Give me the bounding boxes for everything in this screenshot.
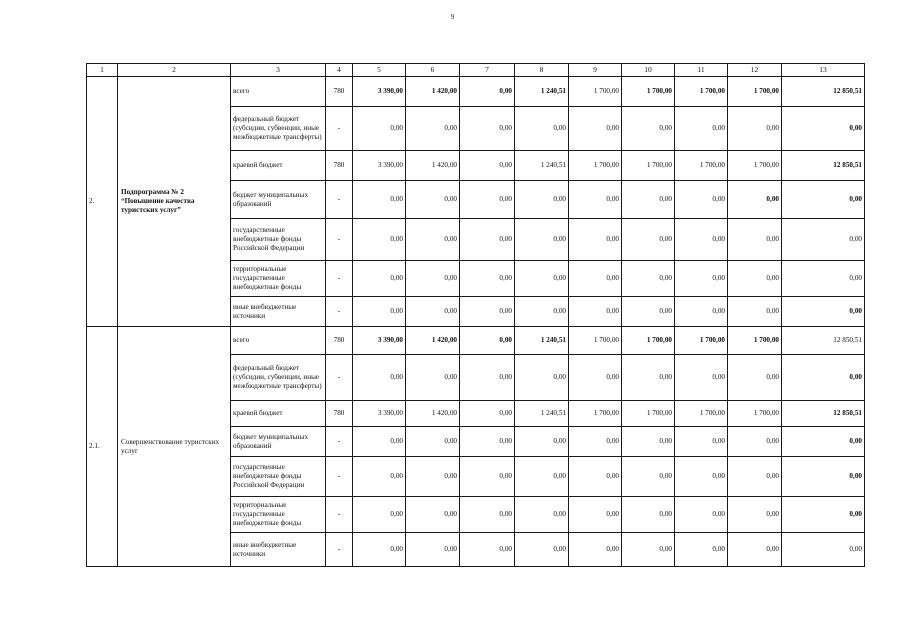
column-header: 7 — [460, 64, 515, 77]
funding-source: государственные внебюджетные фонды Российской Федерации — [231, 219, 326, 261]
column-header: 10 — [622, 64, 675, 77]
funding-source: территориальные государственные внебюджетные фонды — [231, 261, 326, 297]
amount-cell: 0,00 — [728, 107, 782, 151]
amount-cell: 0,00 — [782, 181, 865, 219]
budget-code: - — [326, 107, 353, 151]
amount-cell: 0,00 — [460, 355, 515, 401]
amount-cell: 0,00 — [782, 219, 865, 261]
amount-cell: 3 390,00 — [353, 401, 406, 427]
amount-cell: 1 420,00 — [406, 77, 460, 107]
funding-source: бюджет муниципальных образований — [231, 181, 326, 219]
amount-cell: 0,00 — [353, 297, 406, 327]
amount-cell: 0,00 — [406, 181, 460, 219]
amount-cell: 0,00 — [782, 497, 865, 533]
amount-cell: 1 700,00 — [569, 401, 622, 427]
amount-cell: 0,00 — [728, 457, 782, 497]
amount-cell: 0,00 — [353, 427, 406, 457]
funding-source: федеральный бюджет (субсидии, субвенции, иные межбюджетные трансферты) — [231, 355, 326, 401]
column-header: 4 — [326, 64, 353, 77]
table-row — [87, 327, 865, 355]
budget-code: - — [326, 297, 353, 327]
funding-source: краевой бюджет — [231, 151, 326, 181]
amount-cell: 0,00 — [675, 181, 728, 219]
amount-cell: 3 390,00 — [353, 77, 406, 107]
amount-cell: 0,00 — [782, 297, 865, 327]
amount-cell: 0,00 — [782, 427, 865, 457]
amount-cell: 0,00 — [515, 533, 569, 567]
amount-cell: 12 850,51 — [782, 401, 865, 427]
amount-cell: 0,00 — [460, 457, 515, 497]
amount-cell: 0,00 — [782, 107, 865, 151]
amount-cell: 1 700,00 — [675, 77, 728, 107]
table-header-row — [87, 64, 865, 77]
amount-cell: 0,00 — [406, 261, 460, 297]
amount-cell: 0,00 — [515, 457, 569, 497]
amount-cell: 0,00 — [460, 427, 515, 457]
amount-cell: 1 240,51 — [515, 77, 569, 107]
amount-cell: 0,00 — [460, 151, 515, 181]
amount-cell: 0,00 — [353, 107, 406, 151]
amount-cell: 0,00 — [406, 533, 460, 567]
amount-cell: 0,00 — [622, 219, 675, 261]
amount-cell: 1 420,00 — [406, 401, 460, 427]
amount-cell: 0,00 — [569, 261, 622, 297]
budget-code: - — [326, 427, 353, 457]
amount-cell: 0,00 — [515, 297, 569, 327]
amount-cell: 1 240,51 — [515, 151, 569, 181]
amount-cell: 1 700,00 — [728, 151, 782, 181]
amount-cell: 1 700,00 — [675, 327, 728, 355]
amount-cell: 12 850,51 — [782, 327, 865, 355]
amount-cell: 0,00 — [353, 533, 406, 567]
amount-cell: 0,00 — [622, 297, 675, 327]
amount-cell: 0,00 — [515, 355, 569, 401]
amount-cell: 0,00 — [406, 427, 460, 457]
amount-cell: 0,00 — [728, 533, 782, 567]
amount-cell: 0,00 — [675, 107, 728, 151]
amount-cell: 0,00 — [569, 457, 622, 497]
amount-cell: 0,00 — [728, 219, 782, 261]
amount-cell: 0,00 — [569, 497, 622, 533]
funding-source: иные внебюджетные источники — [231, 297, 326, 327]
column-header: 12 — [728, 64, 782, 77]
amount-cell: 0,00 — [569, 297, 622, 327]
amount-cell: 0,00 — [569, 219, 622, 261]
amount-cell: 0,00 — [622, 261, 675, 297]
amount-cell: 0,00 — [460, 261, 515, 297]
amount-cell: 0,00 — [406, 355, 460, 401]
amount-cell: 0,00 — [515, 181, 569, 219]
amount-cell: 0,00 — [728, 261, 782, 297]
amount-cell: 0,00 — [569, 533, 622, 567]
amount-cell: 3 390,00 — [353, 151, 406, 181]
table-body — [87, 64, 865, 567]
amount-cell: 1 700,00 — [622, 401, 675, 427]
amount-cell: 0,00 — [622, 497, 675, 533]
amount-cell: 0,00 — [353, 497, 406, 533]
amount-cell: 0,00 — [353, 181, 406, 219]
amount-cell: 0,00 — [406, 457, 460, 497]
amount-cell: 0,00 — [515, 427, 569, 457]
funding-source: всего — [231, 77, 326, 107]
funding-source: территориальные государственные внебюджетные фонды — [231, 497, 326, 533]
amount-cell: 0,00 — [782, 261, 865, 297]
amount-cell: 0,00 — [406, 107, 460, 151]
amount-cell: 0,00 — [675, 297, 728, 327]
amount-cell: 0,00 — [515, 107, 569, 151]
amount-cell: 1 240,51 — [515, 401, 569, 427]
amount-cell: 1 700,00 — [569, 151, 622, 181]
amount-cell: 12 850,51 — [782, 151, 865, 181]
funding-source: государственные внебюджетные фонды Российской Федерации — [231, 457, 326, 497]
amount-cell: 1 420,00 — [406, 327, 460, 355]
program-name: Совершенствование туристских услуг — [118, 327, 231, 567]
amount-cell: 0,00 — [569, 181, 622, 219]
amount-cell: 0,00 — [622, 355, 675, 401]
amount-cell: 0,00 — [622, 457, 675, 497]
budget-code: - — [326, 355, 353, 401]
amount-cell: 0,00 — [460, 107, 515, 151]
amount-cell: 0,00 — [728, 297, 782, 327]
amount-cell: 0,00 — [782, 457, 865, 497]
amount-cell: 0,00 — [728, 355, 782, 401]
budget-code: 780 — [326, 151, 353, 181]
amount-cell: 3 390,00 — [353, 327, 406, 355]
amount-cell: 1 700,00 — [622, 151, 675, 181]
budget-code: - — [326, 261, 353, 297]
amount-cell: 0,00 — [569, 355, 622, 401]
amount-cell: 1 700,00 — [728, 77, 782, 107]
amount-cell: 0,00 — [460, 401, 515, 427]
amount-cell: 1 700,00 — [569, 77, 622, 107]
amount-cell: 1 700,00 — [675, 401, 728, 427]
amount-cell: 0,00 — [675, 355, 728, 401]
amount-cell: 0,00 — [675, 457, 728, 497]
column-header: 6 — [406, 64, 460, 77]
funding-source: бюджет муниципальных образований — [231, 427, 326, 457]
funding-source: краевой бюджет — [231, 401, 326, 427]
amount-cell: 0,00 — [353, 219, 406, 261]
amount-cell: 0,00 — [515, 219, 569, 261]
amount-cell: 0,00 — [622, 533, 675, 567]
amount-cell: 1 700,00 — [728, 327, 782, 355]
amount-cell: 0,00 — [675, 533, 728, 567]
column-header: 13 — [782, 64, 865, 77]
amount-cell: 1 420,00 — [406, 151, 460, 181]
program-name: Подпрограмма № 2 “Повышение качества туристских услуг” — [118, 77, 231, 327]
budget-code: - — [326, 457, 353, 497]
budget-code: - — [326, 181, 353, 219]
amount-cell: 0,00 — [460, 533, 515, 567]
amount-cell: 1 700,00 — [675, 151, 728, 181]
amount-cell: 0,00 — [728, 427, 782, 457]
amount-cell: 0,00 — [622, 427, 675, 457]
budget-code: 780 — [326, 77, 353, 107]
page-number: 9 — [450, 13, 455, 21]
item-index: 2.1. — [87, 327, 118, 567]
table-row — [87, 77, 865, 107]
amount-cell: 1 700,00 — [622, 77, 675, 107]
amount-cell: 0,00 — [460, 181, 515, 219]
amount-cell: 1 240,51 — [515, 327, 569, 355]
amount-cell: 1 700,00 — [728, 401, 782, 427]
amount-cell: 0,00 — [728, 181, 782, 219]
column-header: 5 — [353, 64, 406, 77]
amount-cell: 0,00 — [460, 297, 515, 327]
amount-cell: 0,00 — [728, 497, 782, 533]
amount-cell: 0,00 — [569, 427, 622, 457]
amount-cell: 0,00 — [515, 261, 569, 297]
budget-code: 780 — [326, 401, 353, 427]
amount-cell: 0,00 — [782, 355, 865, 401]
amount-cell: 0,00 — [515, 497, 569, 533]
funding-source: федеральный бюджет (субсидии, субвенции, иные межбюджетные трансферты) — [231, 107, 326, 151]
amount-cell: 0,00 — [353, 261, 406, 297]
amount-cell: 1 700,00 — [569, 327, 622, 355]
amount-cell: 0,00 — [675, 497, 728, 533]
amount-cell: 0,00 — [460, 77, 515, 107]
amount-cell: 0,00 — [460, 327, 515, 355]
budget-code: - — [326, 219, 353, 261]
amount-cell: 0,00 — [353, 355, 406, 401]
budget-code: 780 — [326, 327, 353, 355]
amount-cell: 0,00 — [782, 533, 865, 567]
column-header: 1 — [87, 64, 118, 77]
amount-cell: 0,00 — [622, 181, 675, 219]
amount-cell: 0,00 — [460, 497, 515, 533]
amount-cell: 0,00 — [406, 497, 460, 533]
column-header: 2 — [118, 64, 231, 77]
column-header: 9 — [569, 64, 622, 77]
item-index: 2. — [87, 77, 118, 327]
amount-cell: 0,00 — [675, 261, 728, 297]
budget-table — [86, 63, 865, 567]
amount-cell: 0,00 — [460, 219, 515, 261]
budget-code: - — [326, 497, 353, 533]
column-header: 11 — [675, 64, 728, 77]
column-header: 8 — [515, 64, 569, 77]
amount-cell: 0,00 — [569, 107, 622, 151]
budget-code: - — [326, 533, 353, 567]
amount-cell: 0,00 — [675, 427, 728, 457]
amount-cell: 0,00 — [675, 219, 728, 261]
funding-source: всего — [231, 327, 326, 355]
funding-source: иные внебюджетные источники — [231, 533, 326, 567]
amount-cell: 0,00 — [622, 107, 675, 151]
amount-cell: 0,00 — [406, 219, 460, 261]
amount-cell: 1 700,00 — [622, 327, 675, 355]
amount-cell: 12 850,51 — [782, 77, 865, 107]
column-header: 3 — [231, 64, 326, 77]
amount-cell: 0,00 — [353, 457, 406, 497]
amount-cell: 0,00 — [406, 297, 460, 327]
